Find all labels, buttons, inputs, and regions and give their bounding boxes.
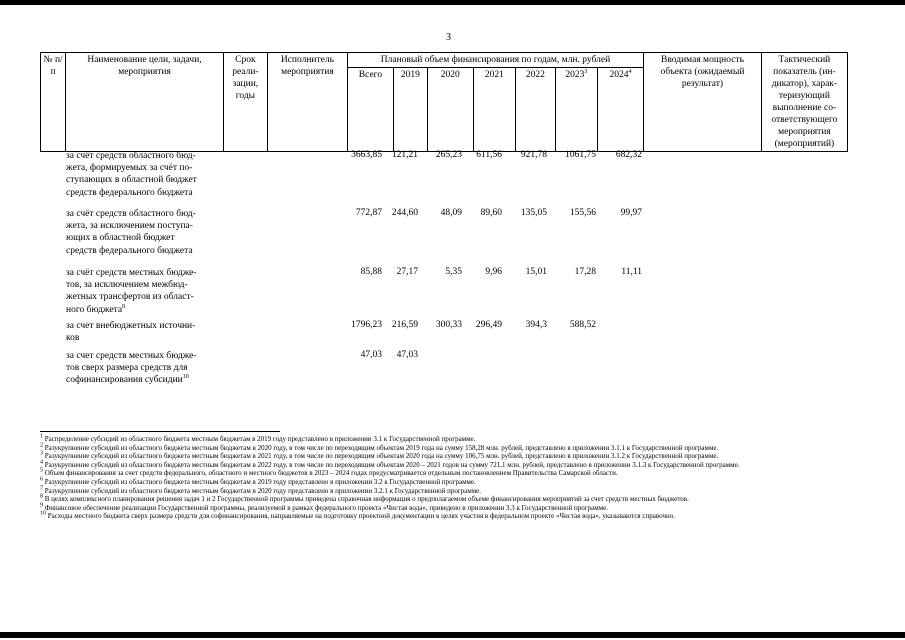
- year-label: 2022: [525, 70, 545, 80]
- header-year: [597, 68, 643, 152]
- page-number: 3: [446, 32, 451, 43]
- label-line: жета, формируемых за счёт по-: [66, 163, 193, 174]
- cell-2019: 47,03: [396, 350, 418, 360]
- label-line: ступающих в областной бюджет: [66, 175, 197, 186]
- label-line: жетных трансфертов из област-: [66, 292, 194, 303]
- cell-2021: 611,56: [476, 150, 502, 160]
- cell-2020: 265,23: [435, 150, 462, 160]
- footnote-text: Объем финансирования за счет средств федерального, областного и местного бюджетов в 2023 – 2024 годах предусматривается отдельным постановлением Правительства Самарской области.: [44, 469, 618, 478]
- cell-2019: 121,21: [391, 150, 418, 160]
- footnote-number: 5: [40, 468, 43, 475]
- footnote: [40, 495, 885, 504]
- footnote: [40, 435, 885, 444]
- footnote: [40, 452, 885, 461]
- cell-2019: 27,17: [396, 267, 418, 277]
- cell-total: 772,87: [355, 208, 382, 218]
- label-line: тов, за исключением межбюд-: [66, 280, 188, 291]
- footnote-text: Распределение субсидий из областного бюджета местным бюджетам в 2019 году представлено в приложении 3.1 к Государственной программе.: [44, 435, 476, 443]
- cell-2023: 155,56: [569, 208, 596, 218]
- cell-total: 1796,23: [351, 320, 382, 330]
- footnote-number: 7: [40, 485, 43, 492]
- cell-2019: 244,60: [391, 208, 418, 218]
- footnote-text: Разукрупнение субсидий из областного бюджета местным бюджетам в 2019 году представлено в приложении 3.2 к Государственной программе.: [44, 477, 476, 486]
- footnote-text: Разукрупнение субсидий из областного бюджета местным бюджетам в 2020 году представлено в приложении 3.2.1 к Государственной программе.: [44, 486, 482, 495]
- cell-2024: 682,32: [615, 150, 642, 160]
- header-executor: Исполнитель мероприятия: [267, 53, 347, 152]
- year-label: 2019: [400, 70, 420, 80]
- footnote: [40, 512, 885, 521]
- footnote: [40, 487, 885, 496]
- footnote-number: 3: [40, 450, 43, 457]
- bottom-scan-border: [0, 632, 905, 638]
- footnote-text: Разукрупнение субсидий из областного бюджета местным бюджетам в 2021 году, в том числе по переходящим объектам 2020 года на сумму 106,75 млн. рублей, представлено в приложении 3.1.2 к Государственной программе.: [44, 452, 719, 461]
- cell-total: 3663,85: [351, 150, 382, 160]
- cell-2019: 216,59: [391, 320, 418, 330]
- footnote-ref: 10: [182, 374, 189, 381]
- cell-2023: 588,52: [569, 320, 596, 330]
- top-scan-border: [0, 0, 905, 5]
- header-year: [394, 68, 428, 152]
- label-line: за счёт средств областного бюд-: [66, 209, 196, 219]
- footnote-list: [40, 435, 885, 521]
- row-label: [66, 267, 226, 316]
- year-label: 2020: [440, 70, 460, 80]
- footnote-number: 10: [40, 511, 46, 518]
- footnote-text: Финансовое обеспечение реализации Государственной программы, реализуемой в рамках федерального проекта «Чистая вода», приведено в приложении 3.3 к Государственной программе.: [44, 503, 608, 512]
- label-line: [66, 304, 226, 316]
- header-number: № п/п: [41, 53, 66, 152]
- label-line: ков: [66, 333, 80, 344]
- header-name: Наименование цели, задачи, мероприятия: [66, 53, 224, 152]
- footnote-text: Расходы местного бюджета сверх размера средств для софинансирования, направляемые на подготовку проектной документации в целях участия в федеральном проекте «Чистая вода», указываются справочно.: [47, 512, 675, 521]
- header-plan: Плановый объем финансирования по годам, млн. рублей: [347, 53, 643, 68]
- cell-total: 47,03: [360, 350, 382, 360]
- label-text: софинансирования субсидии: [66, 375, 183, 386]
- footnote-text: Разукрупнение субсидий из областного бюджета местным бюджетам в 2020 году, в том числе по переходящим объектам 2019 года на сумму 158,28 млн. рублей, представлено в приложении 3.1.1 к Государственной программе.: [44, 443, 719, 452]
- header-indicator: Тактический показатель (ин-дикатор), харак-теризующий выполнение со-ответствующего мероприятия (мероприятий): [761, 53, 847, 152]
- footnote: [40, 469, 885, 478]
- footnote-number: 1: [40, 433, 43, 440]
- header-year: [515, 68, 555, 152]
- footnote: [40, 478, 885, 487]
- footnote-separator: [40, 431, 280, 432]
- row-label: [66, 320, 226, 344]
- footnote-ref: 4: [628, 68, 632, 75]
- cell-2021: 89,60: [480, 208, 502, 218]
- label-line: за счет внебюджетных источни-: [66, 321, 196, 331]
- footnote-text: В целях комплексного планирования решения задач 1 и 2 Государственной программы приведена справочная информация о предполагаемом объеме финансирования мероприятий за счет средств местных бюджетов.: [44, 495, 689, 504]
- label-line: [66, 374, 226, 386]
- cell-2024: 11,11: [621, 267, 642, 277]
- header-year: [473, 68, 515, 152]
- label-line: за счет средств местных бюдже-: [66, 351, 197, 361]
- row-label: [66, 208, 226, 257]
- cell-2024: 99,97: [620, 208, 642, 218]
- cell-2021: 296,49: [475, 320, 502, 330]
- cell-2020: 48,09: [440, 208, 462, 218]
- footnote-number: 9: [40, 502, 43, 509]
- year-label: 2021: [484, 70, 504, 80]
- footnote-number: 6: [40, 476, 43, 483]
- cell-total: 85,88: [360, 267, 382, 277]
- cell-2023: 17,28: [574, 267, 596, 277]
- header-year: [555, 68, 597, 152]
- header-year: [427, 68, 473, 152]
- cell-2021: 9,96: [485, 267, 502, 277]
- year-label: 2024: [609, 70, 629, 80]
- label-line: жета, за исключением поступа-: [66, 221, 193, 232]
- label-line: ющих в областной бюджет: [66, 233, 175, 244]
- cell-2020: 5,35: [445, 267, 462, 277]
- footnote-ref: 3: [584, 68, 588, 75]
- footnote-number: 4: [40, 459, 43, 466]
- cell-2023: 1061,75: [565, 150, 596, 160]
- year-label: 2023: [565, 70, 585, 80]
- row-label: [66, 150, 226, 199]
- footnote-ref: 8: [122, 303, 126, 310]
- label-line: средств федерального бюджета: [66, 187, 193, 198]
- label-line: средств федерального бюджета: [66, 245, 193, 256]
- header-capacity: Вводимая мощность объекта (ожидаемый результат): [644, 53, 762, 152]
- label-text: ного бюджета: [66, 304, 123, 315]
- footnote-number: 8: [40, 493, 43, 500]
- header-term: Срок реали-зации, годы: [223, 53, 267, 152]
- row-label: [66, 350, 226, 387]
- footnote: [40, 444, 885, 453]
- label-line: тов сверх размера средств для: [66, 363, 188, 374]
- table-header: [40, 52, 848, 152]
- label-line: за счёт средств областного бюд-: [66, 151, 196, 161]
- footnote-text: Разукрупнение субсидий из областного бюджета местным бюджетам в 2022 году, в том числе по переходящим объектам 2020 – 2021 годов на сумму 721,1 млн. рублей, представлено в приложении 3.1.3 к Государственной программе.: [44, 460, 740, 469]
- cell-2022: 135,05: [520, 208, 547, 218]
- label-line: за счёт средств местных бюдже-: [66, 268, 197, 278]
- cell-2022: 15,01: [525, 267, 547, 277]
- footnote-number: 2: [40, 442, 43, 449]
- cell-2022: 394,3: [525, 320, 547, 330]
- cell-2020: 300,33: [435, 320, 462, 330]
- cell-2022: 921,78: [520, 150, 547, 160]
- header-total: Всего: [347, 68, 393, 152]
